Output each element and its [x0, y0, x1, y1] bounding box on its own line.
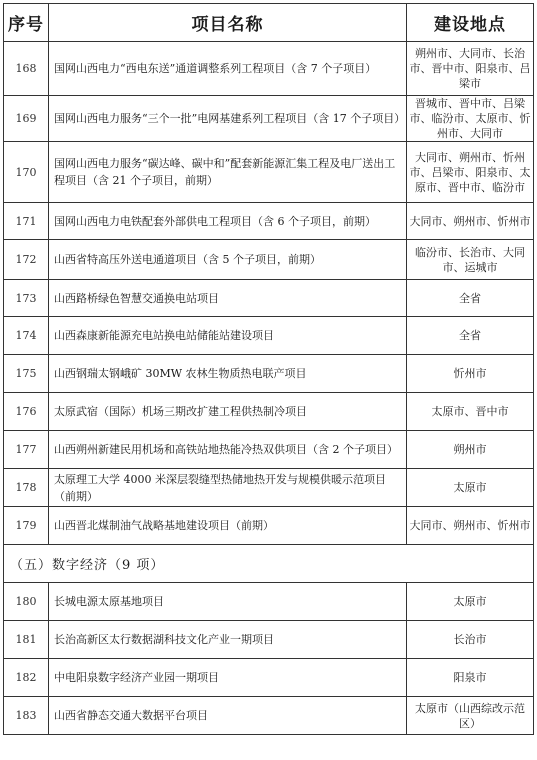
- project-name: 中电阳泉数字经济产业园一期项目: [49, 659, 407, 697]
- table-body-energy: [4, 42, 534, 545]
- project-location: 忻州市: [407, 355, 534, 393]
- project-location: 临汾市、长治市、大同市、运城市: [407, 240, 534, 280]
- project-location: 阳泉市: [407, 659, 534, 697]
- project-name: 山西路桥绿色智慧交通换电站项目: [49, 280, 407, 317]
- project-name: 山西钢瑞太钢峨矿 30MW 农林生物质热电联产项目: [49, 355, 407, 393]
- project-name: 山西朔州新建民用机场和高铁站地热能冷热双供项目（含 2 个子项目）: [49, 431, 407, 469]
- row-number: 175: [4, 355, 49, 393]
- table-row: [4, 142, 534, 203]
- header-no: 序号: [4, 4, 49, 42]
- project-location: 大同市、朔州市、忻州市: [407, 507, 534, 545]
- project-location: 太原市: [407, 469, 534, 507]
- row-number: 173: [4, 280, 49, 317]
- row-number: 169: [4, 96, 49, 142]
- project-location: 太原市、晋中市: [407, 393, 534, 431]
- row-number: 172: [4, 240, 49, 280]
- table-body-digital: [4, 583, 534, 735]
- table-row: [4, 507, 534, 545]
- project-name: 山西省静态交通大数据平台项目: [49, 697, 407, 735]
- section-row: [4, 545, 534, 583]
- table-header-row: [4, 4, 534, 42]
- row-number: 179: [4, 507, 49, 545]
- row-number: 168: [4, 42, 49, 96]
- project-location: 大同市、朔州市、忻州市: [407, 203, 534, 240]
- table-row: [4, 659, 534, 697]
- project-location: 全省: [407, 280, 534, 317]
- project-location: 朔州市、大同市、长治市、晋中市、阳泉市、吕梁市: [407, 42, 534, 96]
- table-row: [4, 469, 534, 507]
- table-row: [4, 621, 534, 659]
- row-number: 174: [4, 317, 49, 355]
- project-location: 朔州市: [407, 431, 534, 469]
- table-row: [4, 431, 534, 469]
- row-number: 177: [4, 431, 49, 469]
- project-table: [3, 3, 534, 735]
- table-row: [4, 583, 534, 621]
- table-row: [4, 317, 534, 355]
- row-number: 171: [4, 203, 49, 240]
- table-row: [4, 96, 534, 142]
- row-number: 170: [4, 142, 49, 203]
- table-row: [4, 203, 534, 240]
- project-name: 国网山西电力服务“三个一批”电网基建系列工程项目（含 17 个子项目）: [49, 96, 407, 142]
- project-location: 太原市（山西综改示范区）: [407, 697, 534, 735]
- row-number: 178: [4, 469, 49, 507]
- header-location: 建设地点: [407, 4, 534, 42]
- row-number: 176: [4, 393, 49, 431]
- project-name: 山西森康新能源充电站换电站储能站建设项目: [49, 317, 407, 355]
- project-name: 山西省特高压外送电通道项目（含 5 个子项目，前期）: [49, 240, 407, 280]
- project-location: 太原市: [407, 583, 534, 621]
- table-row: [4, 280, 534, 317]
- table-row: [4, 240, 534, 280]
- project-location: 全省: [407, 317, 534, 355]
- project-name: 长治高新区太行数据湖科技文化产业一期项目: [49, 621, 407, 659]
- project-name: 国网山西电力电铁配套外部供电工程项目（含 6 个子项目，前期）: [49, 203, 407, 240]
- row-number: 181: [4, 621, 49, 659]
- section-title: （五）数字经济（9 项）: [4, 545, 534, 583]
- project-name: 国网山西电力“西电东送”通道调整系列工程项目（含 7 个子项目）: [49, 42, 407, 96]
- project-location: 长治市: [407, 621, 534, 659]
- table-row: [4, 393, 534, 431]
- project-name: 山西晋北煤制油气战略基地建设项目（前期）: [49, 507, 407, 545]
- table-row: [4, 42, 534, 96]
- project-name: 长城电源太原基地项目: [49, 583, 407, 621]
- project-location: 大同市、朔州市、忻州市、吕梁市、阳泉市、太原市、晋中市、临汾市: [407, 142, 534, 203]
- table-row: [4, 355, 534, 393]
- project-name: 太原理工大学 4000 米深层裂缝型热储地热开发与规模供暖示范项目（前期）: [49, 469, 407, 507]
- project-name: 国网山西电力服务“碳达峰、碳中和”配套新能源汇集工程及电厂送出工程项目（含 21 个子项目，前期）: [49, 142, 407, 203]
- table-row: [4, 697, 534, 735]
- row-number: 180: [4, 583, 49, 621]
- project-location: 晋城市、晋中市、吕梁市、临汾市、太原市、忻州市、大同市: [407, 96, 534, 142]
- project-name: 太原武宿（国际）机场三期改扩建工程供热制冷项目: [49, 393, 407, 431]
- row-number: 182: [4, 659, 49, 697]
- header-name: 项目名称: [49, 4, 407, 42]
- row-number: 183: [4, 697, 49, 735]
